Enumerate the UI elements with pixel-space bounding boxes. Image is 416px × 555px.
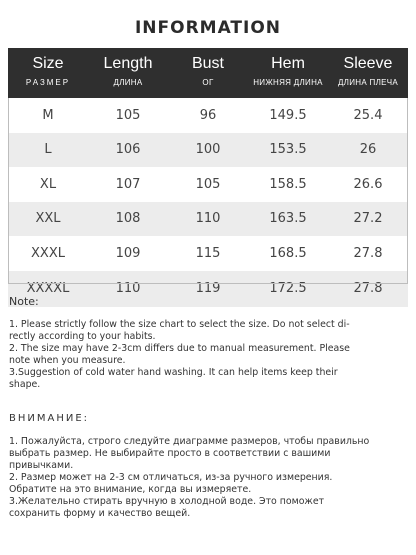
note-line: 1. Пожалуйста, строго следуйте диаграмме размеров, чтобы правильно <box>9 436 370 447</box>
notes-section <box>9 296 411 520</box>
cell-size: L <box>8 133 88 168</box>
table-header-row <box>8 48 408 98</box>
cell-hem: 153.5 <box>248 133 328 168</box>
table-row <box>8 202 408 237</box>
header-sublabel: РАЗМЕР <box>25 78 71 87</box>
header-label: Sleeve <box>343 55 393 72</box>
cell-hem: 158.5 <box>248 167 328 202</box>
cell-hem: 163.5 <box>248 202 328 237</box>
cell-size: XXXL <box>8 236 88 271</box>
cell-size: XXXXL <box>8 271 88 307</box>
cell-bust: 115 <box>168 236 248 271</box>
table-row <box>8 98 408 133</box>
note-heading-ru: ВНИМАНИЕ: <box>9 413 90 424</box>
header-size <box>8 48 88 98</box>
cell-length: 110 <box>88 271 168 307</box>
cell-length: 109 <box>88 236 168 271</box>
cell-length: 105 <box>88 98 168 133</box>
table-row <box>8 133 408 168</box>
cell-hem: 172.5 <box>248 271 328 307</box>
cell-hem: 168.5 <box>248 236 328 271</box>
note-line: 1. Please strictly follow the size chart to select the size. Do not select di- <box>9 319 350 330</box>
cell-bust: 110 <box>168 202 248 237</box>
note-heading-en: Note: <box>9 295 39 308</box>
header-label: Bust <box>191 55 224 72</box>
cell-size: XXL <box>8 202 88 237</box>
cell-length: 106 <box>88 133 168 168</box>
cell-sleeve: 27.2 <box>328 202 408 237</box>
note-line: сохранить форму и качество вещей. <box>9 508 191 519</box>
header-length <box>88 48 168 98</box>
note-line: 2. Размер может на 2-3 см отличаться, из-за ручного измерения. <box>9 472 333 483</box>
cell-bust: 100 <box>168 133 248 168</box>
cell-sleeve: 27.8 <box>328 271 408 307</box>
header-sublabel: ДЛИНА <box>113 78 143 87</box>
header-hem <box>248 48 328 98</box>
cell-length: 107 <box>88 167 168 202</box>
note-line: shape. <box>9 379 41 390</box>
note-line: Обратите на это внимание, когда вы измеряете. <box>9 484 252 495</box>
cell-sleeve: 26 <box>328 133 408 168</box>
header-label: Length <box>103 55 153 72</box>
header-label: Size <box>32 55 64 72</box>
header-sublabel: ОГ <box>202 78 214 87</box>
header-bust <box>168 48 248 98</box>
note-line: 3.Желательно стирать вручную в холодной воде. Это поможет <box>9 496 325 507</box>
table-row <box>8 236 408 271</box>
cell-sleeve: 25.4 <box>328 98 408 133</box>
cell-length: 108 <box>88 202 168 237</box>
size-chart-table <box>8 48 408 307</box>
header-sublabel: НИЖНЯЯ ДЛИНА <box>253 78 323 87</box>
header-label: Hem <box>271 55 305 72</box>
cell-sleeve: 26.6 <box>328 167 408 202</box>
table-row <box>8 167 408 202</box>
cell-sleeve: 27.8 <box>328 236 408 271</box>
note-line: привычками. <box>9 460 74 471</box>
cell-bust: 119 <box>168 271 248 307</box>
cell-bust: 96 <box>168 98 248 133</box>
cell-hem: 149.5 <box>248 98 328 133</box>
header-sleeve <box>328 48 408 98</box>
cell-size: M <box>8 98 88 133</box>
note-line: выбрать размер. Не выбирайте просто в соответствии с вашими <box>9 448 331 459</box>
header-sublabel: ДЛИНА ПЛЕЧА <box>337 78 399 87</box>
note-line: 2. The size may have 2-3cm differs due to manual measurement. Please <box>9 343 350 354</box>
page-title: INFORMATION <box>134 18 282 38</box>
cell-size: XL <box>8 167 88 202</box>
note-line: note when you measure. <box>9 355 126 366</box>
note-line: 3.Suggestion of cold water hand washing. It can help items keep their <box>9 367 338 378</box>
note-line: rectly according to your habits. <box>9 331 156 342</box>
cell-bust: 105 <box>168 167 248 202</box>
